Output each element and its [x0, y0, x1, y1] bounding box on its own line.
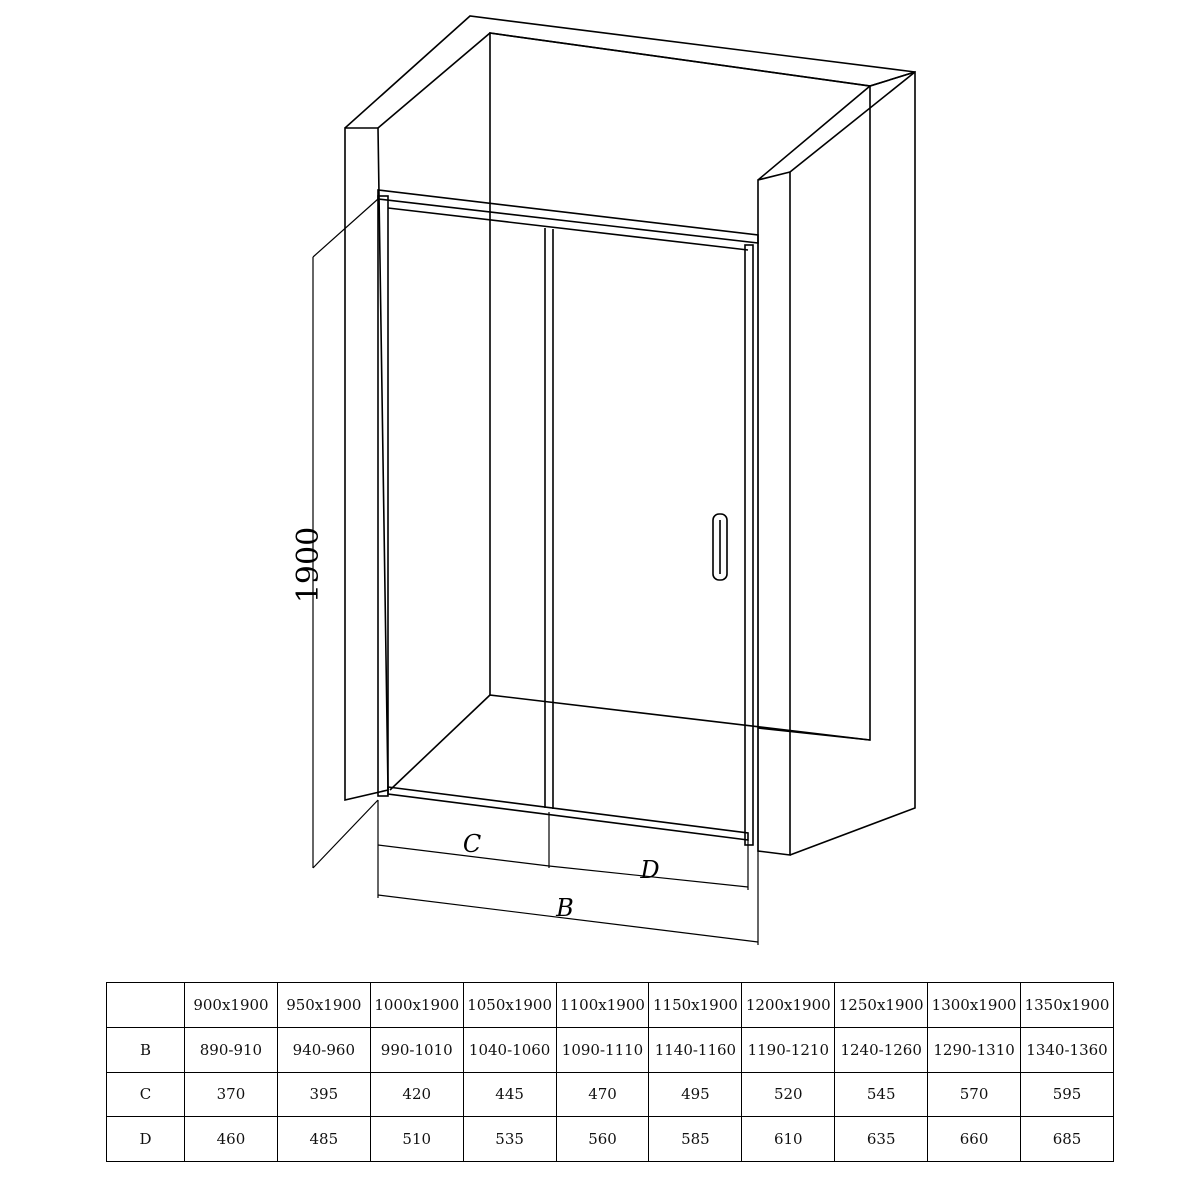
- table-cell: 890-910: [185, 1027, 278, 1072]
- left-wall-face: [345, 128, 388, 800]
- row-label: B: [107, 1027, 185, 1072]
- table-cell: 1340-1360: [1021, 1027, 1114, 1072]
- column-header: 1000x1900: [370, 983, 463, 1028]
- right-wall-top: [758, 72, 915, 855]
- floor-back: [758, 728, 870, 740]
- column-header: 1300x1900: [928, 983, 1021, 1028]
- table-header-row: [107, 983, 1114, 1028]
- table-cell: 685: [1021, 1117, 1114, 1162]
- column-header: 1350x1900: [1021, 983, 1114, 1028]
- top-rail: [378, 190, 758, 243]
- column-header: 1200x1900: [742, 983, 835, 1028]
- table-cell: 560: [556, 1117, 649, 1162]
- table-cell: 1040-1060: [463, 1027, 556, 1072]
- table-cell: 570: [928, 1072, 1021, 1117]
- table-cell: 420: [370, 1072, 463, 1117]
- table-cell: 470: [556, 1072, 649, 1117]
- floor-left: [390, 695, 490, 790]
- table-cell: 485: [277, 1117, 370, 1162]
- column-header: 1150x1900: [649, 983, 742, 1028]
- d-label: D: [640, 856, 660, 884]
- table-cell: 535: [463, 1117, 556, 1162]
- row-label: C: [107, 1072, 185, 1117]
- table-row-c: [107, 1072, 1114, 1117]
- table-cell: 1240-1260: [835, 1027, 928, 1072]
- height-label: 1900: [291, 526, 326, 604]
- right-wall-edge: [790, 72, 915, 172]
- table-cell: 495: [649, 1072, 742, 1117]
- column-header: 1100x1900: [556, 983, 649, 1028]
- column-header: 1250x1900: [835, 983, 928, 1028]
- table-cell: 1290-1310: [928, 1027, 1021, 1072]
- dimension-labels: [291, 527, 660, 922]
- row-label: D: [107, 1117, 185, 1162]
- right-wall-face: [758, 172, 790, 855]
- table-cell: 395: [277, 1072, 370, 1117]
- back-wall: [490, 33, 870, 740]
- table-cell: 545: [835, 1072, 928, 1117]
- table-cell: 510: [370, 1117, 463, 1162]
- column-header: 950x1900: [277, 983, 370, 1028]
- table-cell: 445: [463, 1072, 556, 1117]
- table-cell: 1190-1210: [742, 1027, 835, 1072]
- table-cell: 940-960: [277, 1027, 370, 1072]
- left-wall-top: [345, 16, 915, 128]
- table-cell: 520: [742, 1072, 835, 1117]
- table-row-b: [107, 1027, 1114, 1072]
- bottom-rail: [388, 787, 748, 840]
- top-rail-inner: [388, 208, 748, 250]
- table-cell: 1090-1110: [556, 1027, 649, 1072]
- column-header: 900x1900: [185, 983, 278, 1028]
- c-label: C: [462, 830, 482, 858]
- right-profile: [745, 245, 753, 845]
- column-header: 1050x1900: [463, 983, 556, 1028]
- table-cell: 585: [649, 1117, 742, 1162]
- table-cell: 610: [742, 1117, 835, 1162]
- table-cell: 370: [185, 1072, 278, 1117]
- size-table: [106, 982, 1114, 1162]
- table-cell: 635: [835, 1117, 928, 1162]
- table-cell: 660: [928, 1117, 1021, 1162]
- table-cell: 595: [1021, 1072, 1114, 1117]
- table-corner: [107, 983, 185, 1028]
- table-cell: 1140-1160: [649, 1027, 742, 1072]
- alcove-walls: [345, 16, 915, 855]
- b-label: B: [556, 894, 574, 922]
- table-cell: 460: [185, 1117, 278, 1162]
- height-ext-bottom: [313, 800, 378, 868]
- table-cell: 990-1010: [370, 1027, 463, 1072]
- table-row-d: [107, 1117, 1114, 1162]
